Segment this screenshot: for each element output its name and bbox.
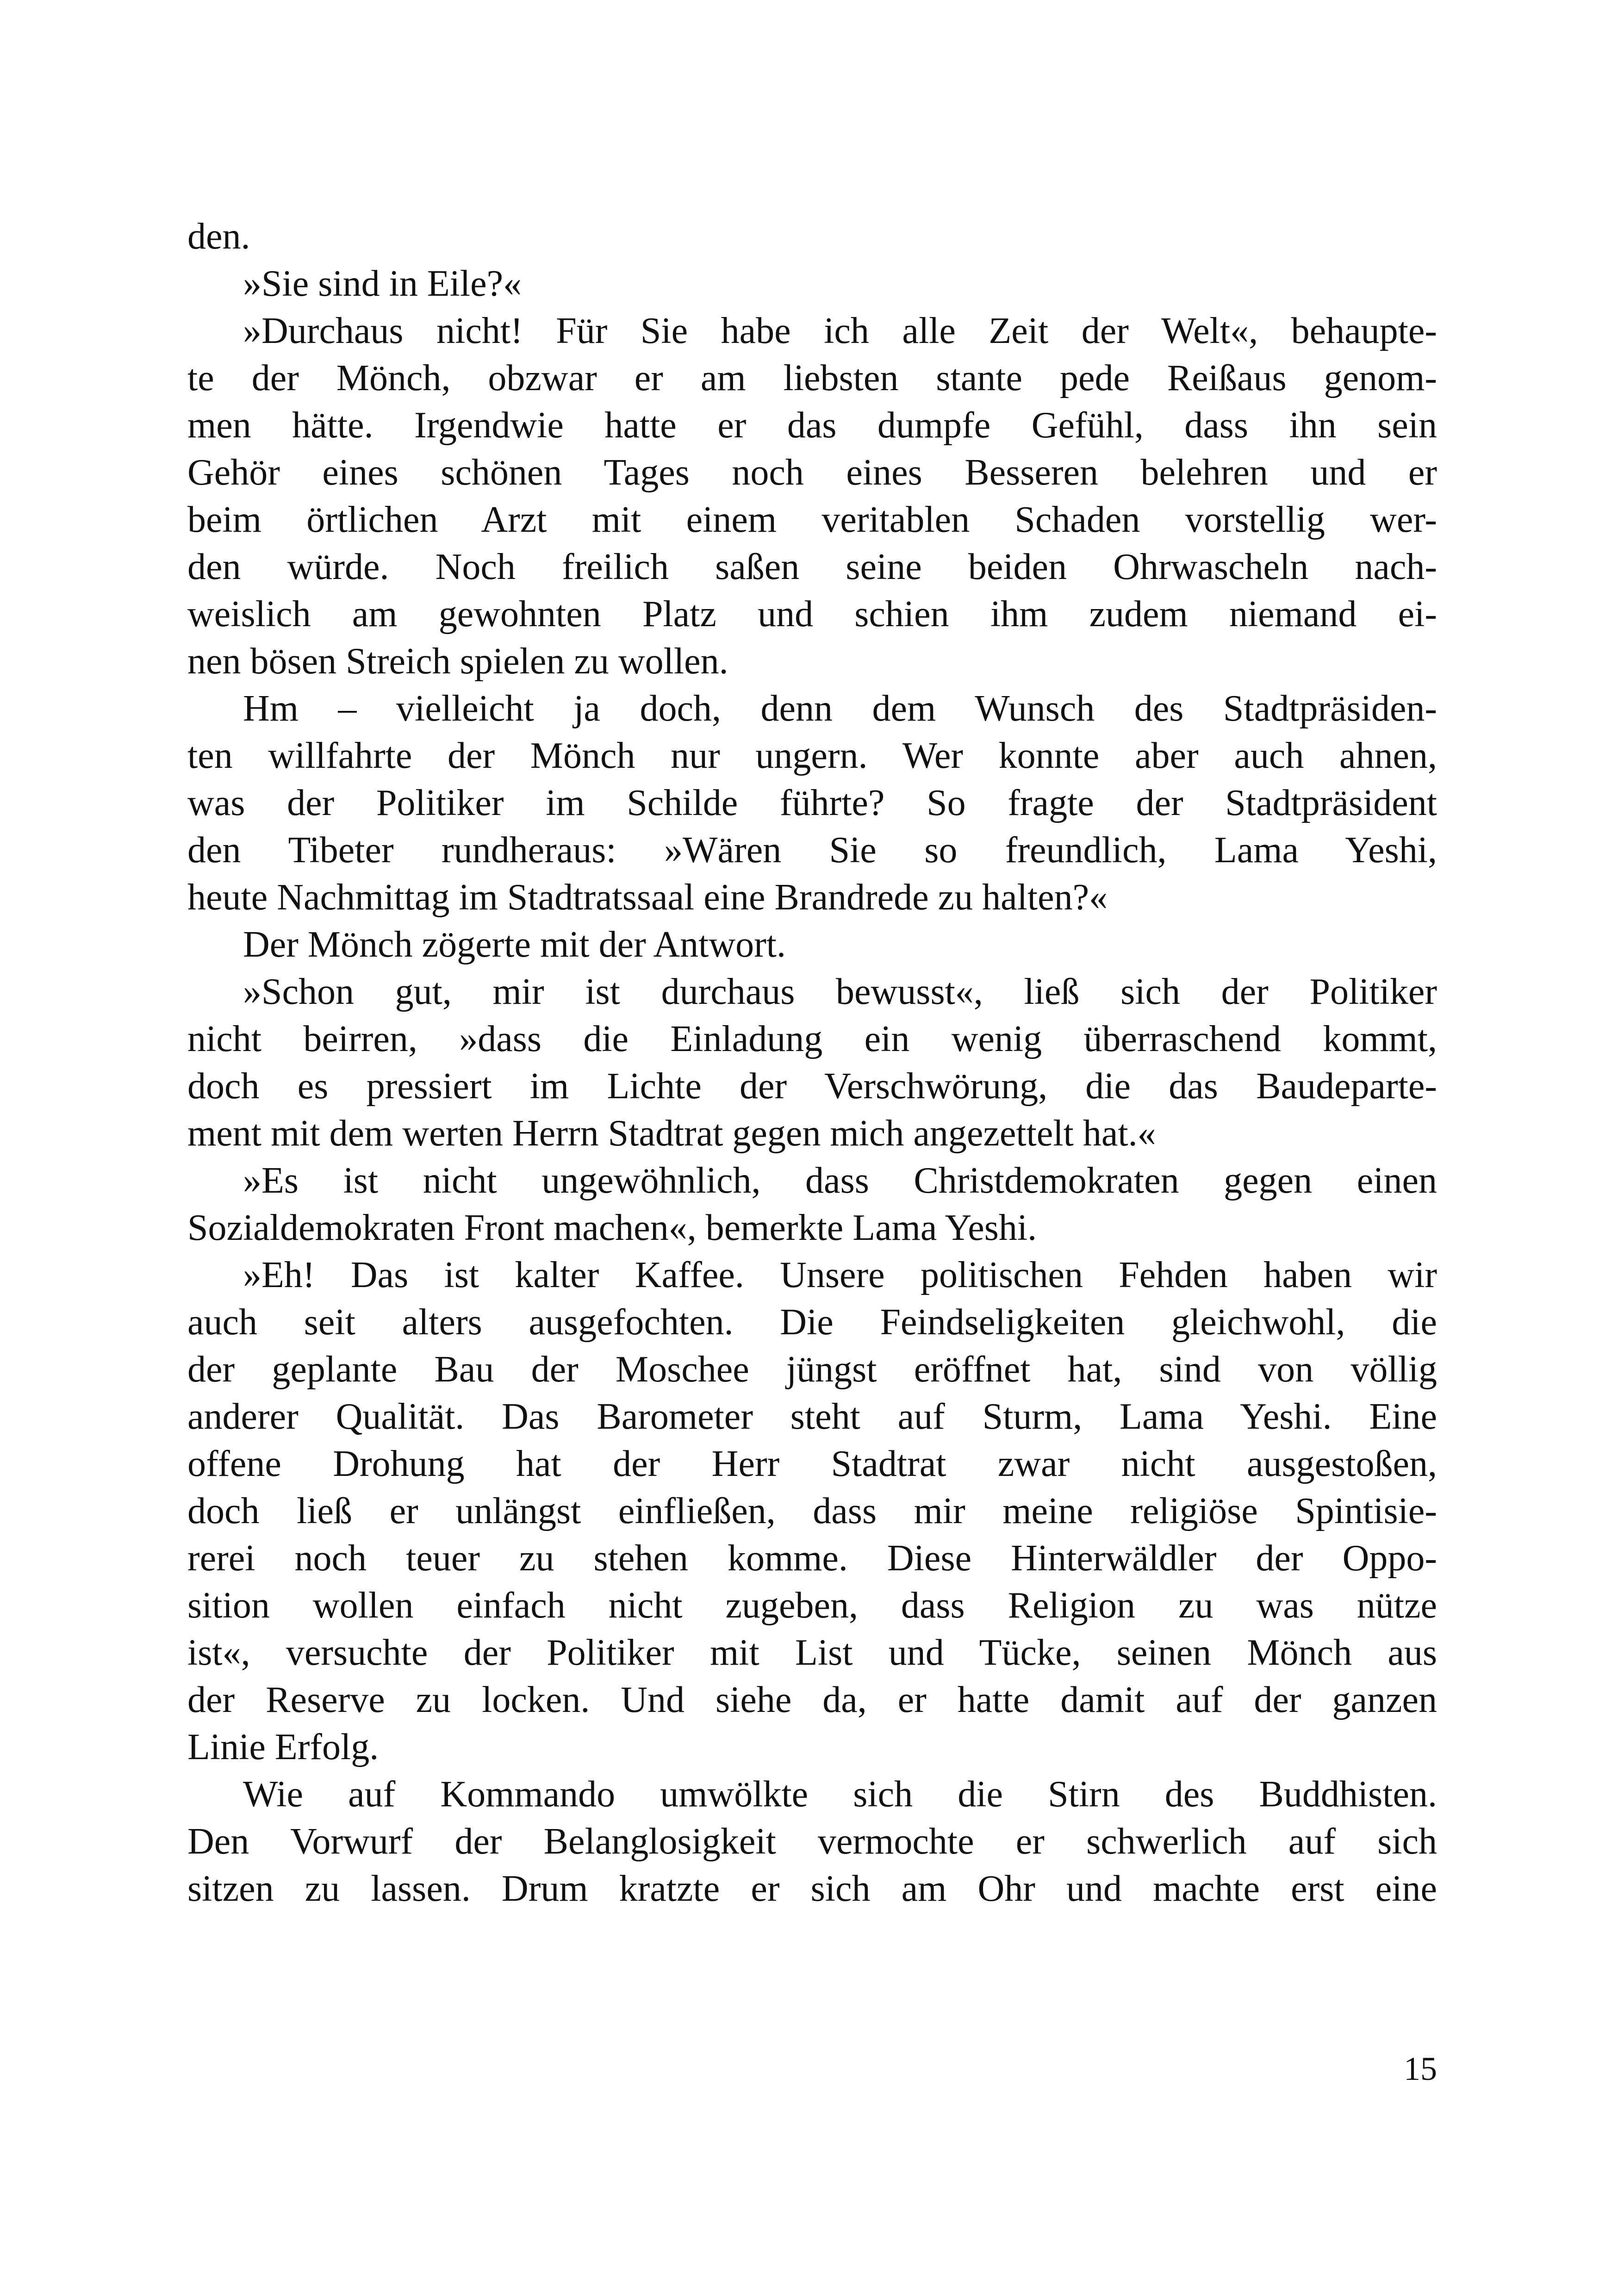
- text-line: Gehör eines schönen Tages noch eines Besseren belehren und er: [187, 452, 1437, 493]
- text-line: sitzen zu lassen. Drum kratzte er sich am Ohr und machte erst eine: [187, 1868, 1437, 1909]
- text-line: weislich am gewohnten Platz und schien ihm zudem niemand ei-: [187, 594, 1437, 635]
- text-line: »Es ist nicht ungewöhnlich, dass Christdemokraten gegen einen: [243, 1160, 1437, 1201]
- body-text: [187, 213, 1437, 1912]
- text-line: men hätte. Irgendwie hatte er das dumpfe Gefühl, dass ihn sein: [187, 405, 1437, 446]
- text-line: ten willfahrte der Mönch nur ungern. Wer konnte aber auch ahnen,: [187, 735, 1437, 776]
- text-line: Linie Erfolg.: [187, 1727, 379, 1767]
- text-line: anderer Qualität. Das Barometer steht auf Sturm, Lama Yeshi. Eine: [187, 1396, 1437, 1437]
- text-line: was der Politiker im Schilde führte? So fragte der Stadtpräsident: [187, 783, 1437, 823]
- text-line: den.: [187, 216, 250, 257]
- text-line: Wie auf Kommando umwölkte sich die Stirn des Buddhisten.: [243, 1774, 1437, 1815]
- text-line: der Reserve zu locken. Und siehe da, er hatte damit auf der ganzen: [187, 1680, 1437, 1720]
- text-line: offene Drohung hat der Herr Stadtrat zwar nicht ausgestoßen,: [187, 1444, 1437, 1484]
- text-line: Sozialdemokraten Front machen«, bemerkte Lama Yeshi.: [187, 1207, 1037, 1248]
- text-line: ment mit dem werten Herrn Stadtrat gegen mich angezettelt hat.«: [187, 1113, 1156, 1154]
- text-line: nen bösen Streich spielen zu wollen.: [187, 641, 728, 682]
- text-line: »Durchaus nicht! Für Sie habe ich alle Zeit der Welt«, behaupte-: [243, 311, 1437, 351]
- text-line: Der Mönch zögerte mit der Antwort.: [243, 924, 786, 965]
- text-line: sition wollen einfach nicht zugeben, dass Religion zu was nütze: [187, 1585, 1437, 1626]
- text-line: doch es pressiert im Lichte der Verschwörung, die das Baudeparte-: [187, 1066, 1437, 1107]
- text-line: »Eh! Das ist kalter Kaffee. Unsere politischen Fehden haben wir: [243, 1255, 1437, 1295]
- text-line: »Schon gut, mir ist durchaus bewusst«, ließ sich der Politiker: [243, 971, 1437, 1012]
- text-line: rerei noch teuer zu stehen komme. Diese Hinterwäldler der Oppo-: [187, 1538, 1437, 1579]
- text-line: Den Vorwurf der Belanglosigkeit vermochte er schwerlich auf sich: [187, 1821, 1437, 1862]
- text-line: den Tibeter rundheraus: »Wären Sie so freundlich, Lama Yeshi,: [187, 830, 1437, 871]
- text-line: ist«, versuchte der Politiker mit List und Tücke, seinen Mönch aus: [187, 1632, 1437, 1673]
- page-number: 15: [1404, 2050, 1437, 2087]
- text-line: auch seit alters ausgefochten. Die Feindseligkeiten gleichwohl, die: [187, 1302, 1437, 1343]
- text-line: nicht beirren, »dass die Einladung ein wenig überraschend kommt,: [187, 1019, 1437, 1059]
- text-line: beim örtlichen Arzt mit einem veritablen Schaden vorstellig wer-: [187, 499, 1437, 540]
- text-line: Hm – vielleicht ja doch, denn dem Wunsch des Stadtpräsiden-: [243, 688, 1437, 729]
- text-line: heute Nachmittag im Stadtratssaal eine Brandrede zu halten?«: [187, 877, 1108, 918]
- text-line: den würde. Noch freilich saßen seine beiden Ohrwascheln nach-: [187, 547, 1437, 587]
- text-line: doch ließ er unlängst einfließen, dass mir meine religiöse Spintisie-: [187, 1491, 1437, 1531]
- text-line: »Sie sind in Eile?«: [243, 263, 522, 304]
- text-line: der geplante Bau der Moschee jüngst eröffnet hat, sind von völlig: [187, 1349, 1437, 1390]
- text-line: te der Mönch, obzwar er am liebsten stante pede Reißaus genom-: [187, 358, 1437, 398]
